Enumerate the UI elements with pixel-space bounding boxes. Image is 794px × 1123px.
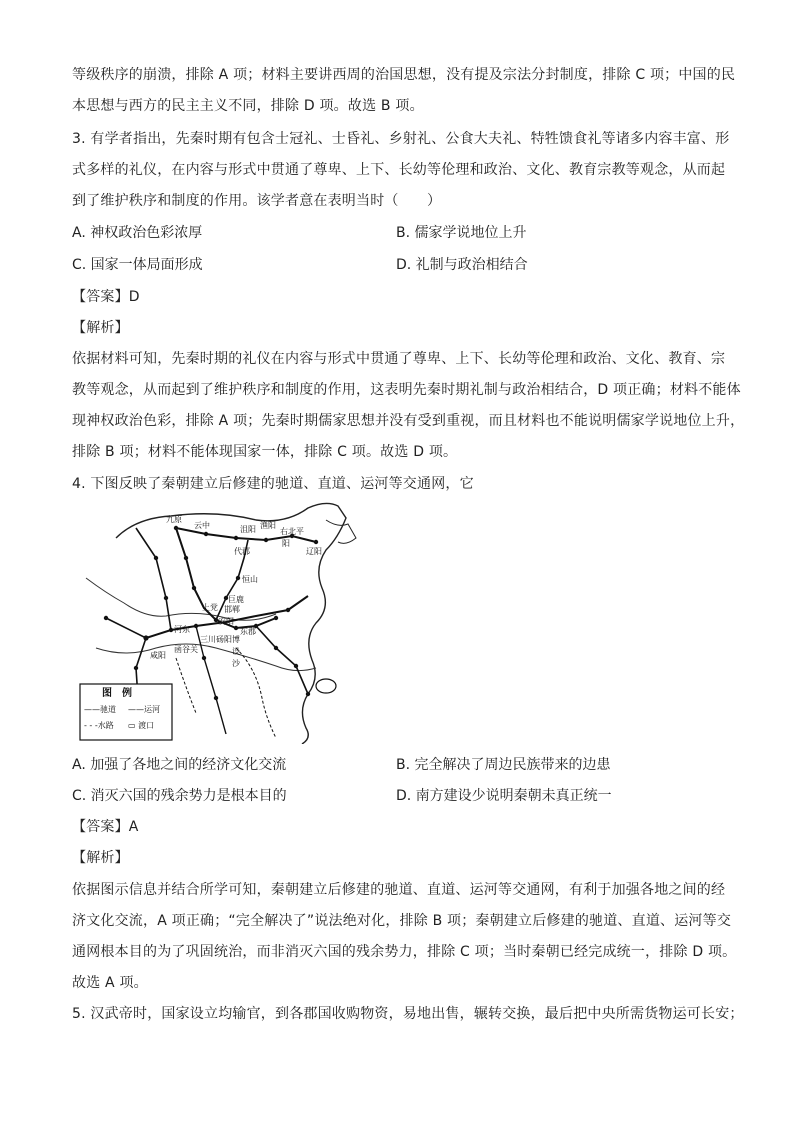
- q3-option-a: A. 神权政治色彩浓厚: [72, 225, 203, 241]
- label-youbeiping: 右北平: [280, 527, 304, 536]
- text-line: 济文化交流，A 项正确；“完全解决了”说法绝对化，排除 B 项；秦朝建立后修建的驰道、直道、运河等交: [72, 913, 732, 929]
- q4-option-a: A. 加强了各地之间的经济文化交流: [72, 757, 287, 773]
- label-yuyang: 渔阳: [260, 521, 276, 530]
- legend-dukou: ▭ 渡口: [128, 721, 155, 730]
- label-julu: 巨鹿: [228, 595, 244, 604]
- label-anyang: 安阳: [218, 617, 234, 626]
- label-bo: 博: [232, 635, 240, 644]
- text-line: 式多样的礼仪，在内容与形式中贯通了尊卑、上下、长幼等伦理和政治、文化、教育宗教等观念，从而起: [72, 162, 726, 178]
- label-hanguguan: 函谷关: [174, 645, 198, 654]
- label-dongjun: 东郡: [240, 627, 256, 636]
- label-sanchuan: 三川: [200, 635, 216, 644]
- q3-option-b: B. 儒家学说地位上升: [396, 225, 527, 241]
- q4-answer: 【答案】A: [72, 819, 139, 835]
- label-jiuyuan: 九原: [166, 515, 182, 524]
- text-line: 现神权政治色彩，排除 A 项；先秦时期儒家思想并没有受到重视，而且材料也不能说明儒家学说地位上升，: [72, 413, 745, 429]
- text-line: 本思想与西方的民主主义不同，排除 D 项。故选 B 项。: [72, 98, 424, 114]
- label-yang: 阳: [282, 539, 290, 548]
- legend-yunhe: ——运河: [128, 705, 160, 714]
- text-line: 依据材料可知，先秦时期的礼仪在内容与形式中贯通了尊卑、上下、长幼等伦理和政治、文化、教育、宗: [72, 351, 726, 367]
- label-xianyang: 咸阳: [150, 651, 166, 660]
- label-she: 设: [232, 647, 240, 656]
- question-3-stem: 3. 有学者指出，先秦时期有包含士冠礼、士昏礼、乡射礼、公食大夫礼、特牲馈食礼等诸多内容丰富、形: [72, 131, 730, 147]
- q4-option-b: B. 完全解决了周边民族带来的边患: [396, 757, 611, 773]
- q3-option-c: C. 国家一体局面形成: [72, 257, 203, 273]
- text-line: 依据图示信息并结合所学可知，秦朝建立后修建的驰道、直道、运河等交通网，有利于加强各地之间的经: [72, 882, 726, 898]
- text-line: 故选 A 项。: [72, 975, 148, 991]
- legend-shuilu: - - -水路: [84, 721, 114, 730]
- text-line: 排除 B 项；材料不能体现国家一体，排除 C 项。故选 D 项。: [72, 444, 458, 460]
- q3-option-d: D. 礼制与政治相结合: [396, 257, 528, 273]
- qin-transport-map: [76, 498, 368, 744]
- label-juyang: 沮阳: [240, 525, 256, 534]
- q4-option-c: C. 消灭六国的残余势力是根本目的: [72, 788, 287, 804]
- question-4-stem: 4. 下图反映了秦朝建立后修建的驰道、直道、运河等交通网，它: [72, 476, 474, 492]
- text-line: 等级秩序的崩溃，排除 A 项；材料主要讲西周的治国思想，没有提及宗法分封制度，排除 C 项；中国的民: [72, 67, 736, 83]
- legend-chidao: ——驰道: [84, 705, 116, 714]
- label-daijun: 代郡: [234, 547, 250, 556]
- text-line: 教等观念，从而起到了维护秩序和制度的作用，这表明先秦时期礼制与政治相结合，D 项正确；材料不能体: [72, 382, 741, 398]
- question-5-stem: 5. 汉武帝时，国家设立均输官，到各郡国收购物资，易地出售，辗转交换，最后把中央所需货物运可长安；: [72, 1006, 744, 1022]
- label-liaoyang: 辽阳: [306, 547, 322, 556]
- q4-option-d: D. 南方建设少说明秦朝未真正统一: [396, 788, 612, 804]
- label-sha: 沙: [232, 659, 240, 668]
- map-figure: [76, 498, 368, 744]
- label-yunzhong: 云中: [194, 521, 210, 530]
- label-dangyang: 砀阳: [216, 635, 232, 644]
- text-line: 到了维护秩序和制度的作用。该学者意在表明当时（ ）: [72, 193, 442, 209]
- q3-analysis-heading: 【解析】: [72, 320, 129, 336]
- label-shangdang: 上党: [202, 603, 218, 612]
- q4-analysis-heading: 【解析】: [72, 850, 129, 866]
- legend-title: 图 例: [102, 688, 132, 699]
- text-line: 通网根本目的为了巩固统治，而非消灭六国的残余势力，排除 C 项；当时秦朝已经完成统一，排除 D 项。: [72, 944, 737, 960]
- q3-answer: 【答案】D: [72, 289, 140, 305]
- label-handan: 邯郸: [224, 605, 240, 614]
- label-henshan: 恒山: [242, 575, 258, 584]
- label-hedong: 河东: [174, 625, 190, 634]
